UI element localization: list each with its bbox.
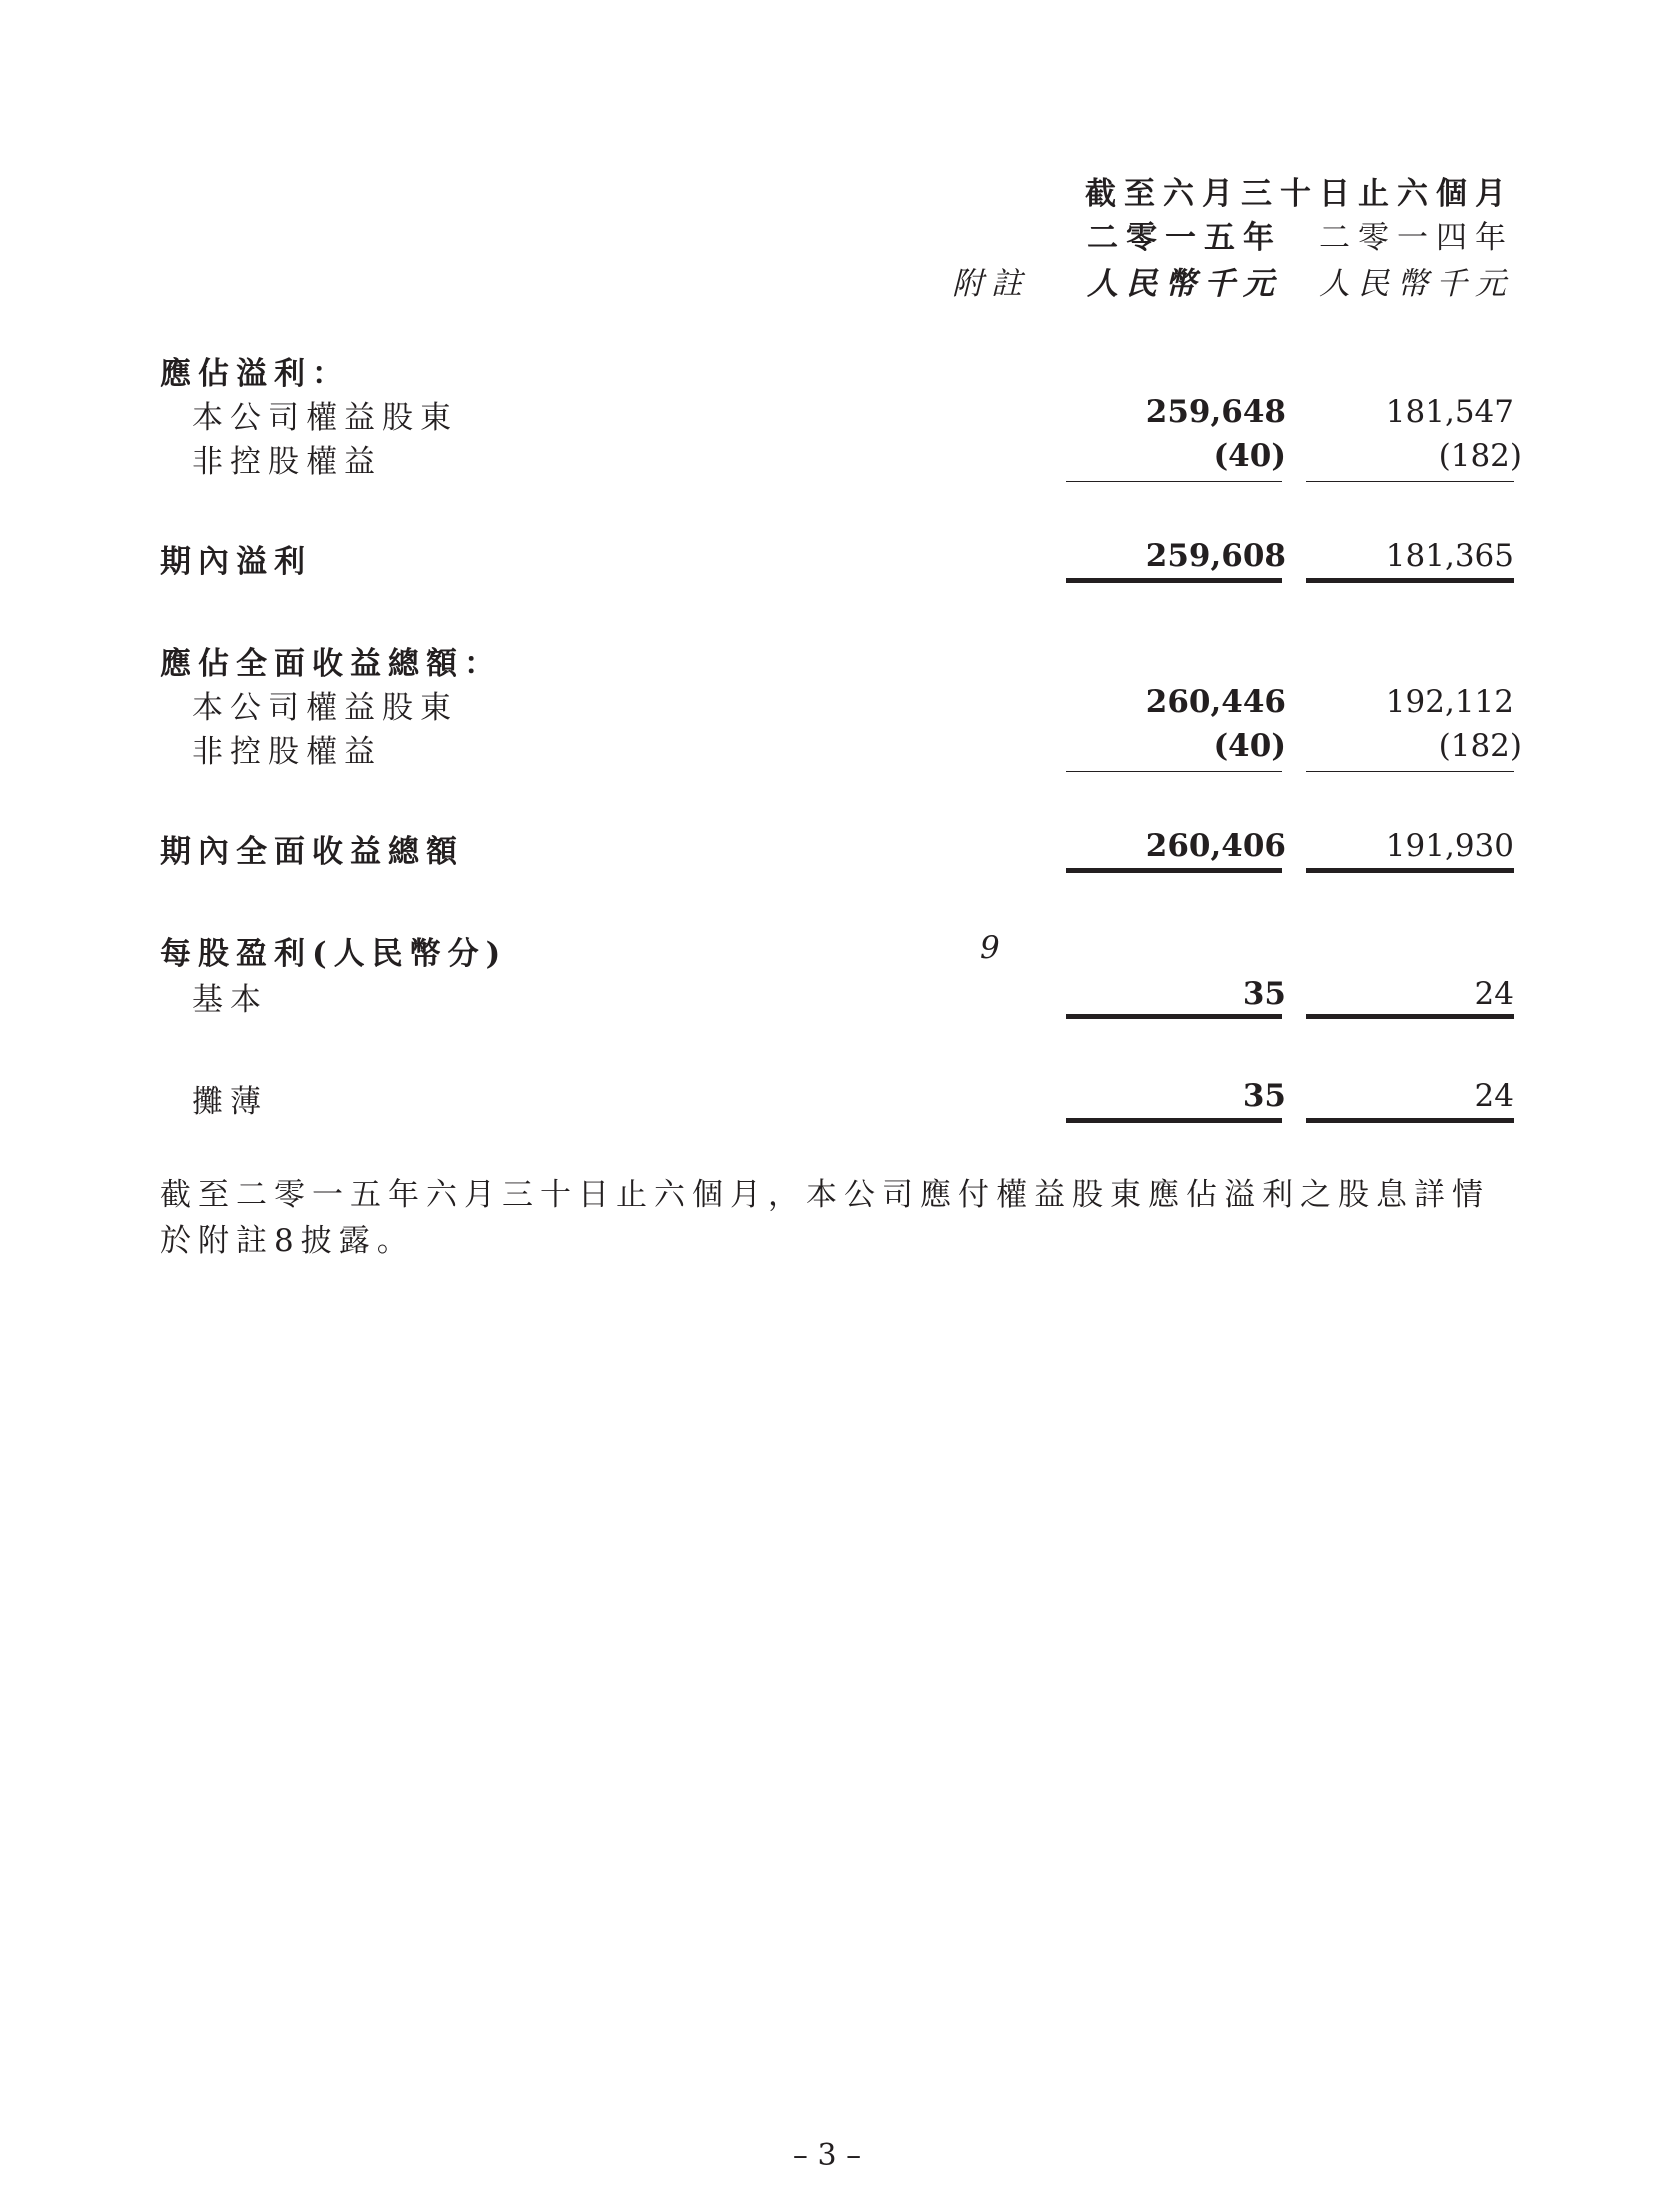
subtotal-rule-2015	[1066, 481, 1282, 482]
eps-basic-2014: 24	[1474, 976, 1514, 1012]
tci-for-period-2014: 191,930	[1385, 828, 1514, 864]
tci-subtotal-rule-2014	[1306, 771, 1514, 772]
year-2015-header: 二零一五年	[1087, 220, 1282, 256]
profit-for-period-2015: 259,608	[1145, 538, 1286, 574]
eps-basic-rule-2014	[1306, 1014, 1514, 1019]
tci-owners-label: 本公司權益股東	[192, 690, 458, 726]
subtotal-rule-2014	[1306, 481, 1514, 482]
profit-for-period-2014: 181,365	[1385, 538, 1514, 574]
profit-for-period-label: 期內溢利	[160, 544, 312, 580]
total-rule-2014	[1306, 578, 1514, 583]
page-number: – 3 –	[792, 2138, 862, 2173]
tci-total-rule-2014	[1306, 868, 1514, 873]
nci-profit-2015: (40)	[1213, 438, 1286, 474]
eps-diluted-label: 攤薄	[192, 1084, 268, 1120]
year-2014-header: 二零一四年	[1319, 220, 1514, 256]
owners-profit-2014: 181,547	[1385, 394, 1514, 430]
tci-for-period-label: 期內全面收益總額	[160, 834, 464, 870]
tci-for-period-2015: 260,406	[1145, 828, 1286, 864]
eps-basic-label: 基本	[192, 982, 268, 1018]
owners-label: 本公司權益股東	[192, 400, 458, 436]
tci-owners-2014: 192,112	[1385, 684, 1514, 720]
notes-header: 附註	[952, 266, 1030, 302]
tci-nci-2015: (40)	[1213, 728, 1286, 764]
eps-heading: 每股盈利(人民幣分)	[160, 936, 508, 972]
tci-owners-2015: 260,446	[1145, 684, 1286, 720]
footnote-paragraph: 截至二零一五年六月三十日止六個月，本公司應付權益股東應佔溢利之股息詳情於附註8披露。	[160, 1177, 1490, 1259]
eps-note-ref: 9	[980, 930, 1000, 966]
tci-total-rule-2015	[1066, 868, 1282, 873]
tci-attributable-heading: 應佔全面收益總額：	[160, 646, 502, 682]
tci-subtotal-rule-2015	[1066, 771, 1282, 772]
eps-basic-2015: 35	[1242, 976, 1286, 1012]
total-rule-2015	[1066, 578, 1282, 583]
nci-profit-2014: (182)	[1438, 438, 1522, 474]
eps-diluted-2014: 24	[1474, 1078, 1514, 1114]
profit-attributable-heading: 應佔溢利：	[160, 356, 350, 392]
eps-diluted-rule-2015	[1066, 1118, 1282, 1123]
tci-nci-2014: (182)	[1438, 728, 1522, 764]
eps-basic-rule-2015	[1066, 1014, 1282, 1019]
tci-nci-label: 非控股權益	[192, 734, 382, 770]
unit-2015-header: 人民幣千元	[1087, 266, 1282, 302]
unit-2014-header: 人民幣千元	[1319, 266, 1514, 302]
period-header: 截至六月三十日止六個月	[1085, 176, 1514, 212]
eps-diluted-rule-2014	[1306, 1118, 1514, 1123]
eps-diluted-2015: 35	[1242, 1078, 1286, 1114]
owners-profit-2015: 259,648	[1145, 394, 1286, 430]
nci-label: 非控股權益	[192, 444, 382, 480]
